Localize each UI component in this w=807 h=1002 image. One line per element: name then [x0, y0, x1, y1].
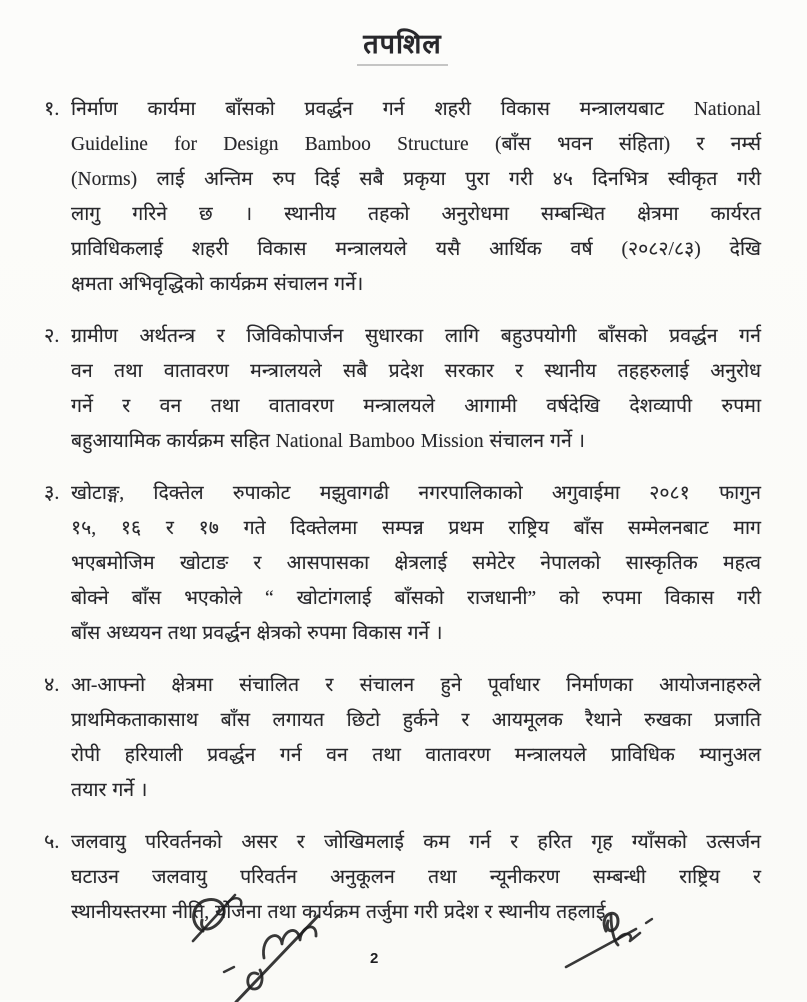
text-line: प्राथमिकताकासाथ बाँस लगायत छिटो हुर्कने र आयमूलक रैथाने रुखका प्रजाति	[71, 710, 761, 731]
page-title: तपशिल	[357, 24, 447, 66]
text-line: वन तथा वातावरण मन्त्रालयले सबै प्रदेश सरकार र स्थानीय तहहरुलाई अनुरोध	[71, 361, 761, 382]
numbered-list	[44, 92, 761, 930]
item-text	[71, 92, 761, 302]
text-line: क्षमता अभिवृद्धिको कार्यक्रम संचालन गर्ने।	[71, 274, 364, 295]
text-line: भएबमोजिम खोटाङ र आसपासका क्षेत्रलाई समेटेर नेपालको सास्कृतिक महत्व	[71, 553, 761, 574]
handwritten-signature-right-icon	[548, 905, 658, 971]
text-line: प्राविधिकलाई शहरी विकास मन्त्रालयले यसै आर्थिक वर्ष (२०८२/८३) देखि	[71, 239, 761, 260]
item-number: ४.	[44, 674, 60, 696]
item-text	[71, 319, 761, 459]
text-line: तयार गर्ने ।	[71, 780, 148, 801]
text-line: लागु गरिने छ । स्थानीय तहको अनुरोधमा सम्बन्धित क्षेत्रमा कार्यरत	[71, 204, 761, 225]
text-line: (Norms) लाई अन्तिम रुप दिई सबै प्रकृया पुरा गरी ४५ दिनभित्र स्वीकृत गरी	[71, 169, 761, 190]
list-item	[44, 92, 761, 302]
item-number: २.	[44, 325, 60, 347]
text-line: बहुआयामिक कार्यक्रम सहित National Bamboo Mission संचालन गर्ने ।	[71, 431, 586, 452]
text-line: रोपी हरियाली प्रवर्द्धन गर्न वन तथा वातावरण मन्त्रालयले प्राविधिक म्यानुअल	[71, 745, 761, 766]
handwritten-signature-center-icon	[220, 910, 340, 1002]
text-line: स्थानीयस्तरमा नीति, योजना तथा कार्यक्रम तर्जुमा गरी प्रदेश र स्थानीय तहलाई	[71, 902, 606, 923]
text-line: खोटाङ्ग, दिक्तेल रुपाकोट मझुवागढी नगरपालिकाको अगुवाईमा २०८१ फागुन	[71, 483, 761, 504]
list-item	[44, 668, 761, 808]
item-text	[71, 476, 761, 651]
item-number: ३.	[44, 482, 60, 504]
list-item	[44, 476, 761, 651]
text-line: जलवायु परिवर्तनको असर र जोखिमलाई कम गर्न र हरित गृह ग्याँसको उत्सर्जन	[71, 832, 761, 853]
text-line: गर्ने र वन तथा वातावरण मन्त्रालयले आगामी वर्षदेखि देशव्यापी रुपमा	[71, 396, 761, 417]
item-number: ५.	[44, 831, 60, 853]
list-item	[44, 319, 761, 459]
text-line: निर्माण कार्यमा बाँसको प्रवर्द्धन गर्न शहरी विकास मन्त्रालयबाट National	[71, 99, 761, 120]
text-line: ग्रामीण अर्थतन्त्र र जिविकोपार्जन सुधारका लागि बहुउपयोगी बाँसको प्रवर्द्धन गर्न	[71, 326, 761, 347]
item-number: १.	[44, 98, 60, 120]
title-container	[44, 24, 761, 66]
text-line: आ-आफ्नो क्षेत्रमा संचालित र संचालन हुने पूर्वाधार निर्माणका आयोजनाहरुले	[71, 675, 761, 696]
text-line: बाँस अध्ययन तथा प्रवर्द्धन क्षेत्रको रुपमा विकास गर्ने ।	[71, 623, 443, 644]
page-number: 2	[370, 950, 379, 967]
text-line: Guideline for Design Bamboo Structure (बाँस भवन संहिता) र नर्म्स	[71, 134, 761, 155]
text-line: १५, १६ र १७ गते दिक्तेलमा सम्पन्न प्रथम राष्ट्रिय बाँस सम्मेलनबाट माग	[71, 518, 761, 539]
text-line: बोक्ने बाँस भएकोले “ खोटांगलाई बाँसको राजधानी” को रुपमा विकास गरी	[71, 588, 761, 609]
item-text	[71, 668, 761, 808]
text-line: घटाउन जलवायु परिवर्तन अनुकूलन तथा न्यूनीकरण सम्बन्धी राष्ट्रिय र	[71, 867, 761, 888]
